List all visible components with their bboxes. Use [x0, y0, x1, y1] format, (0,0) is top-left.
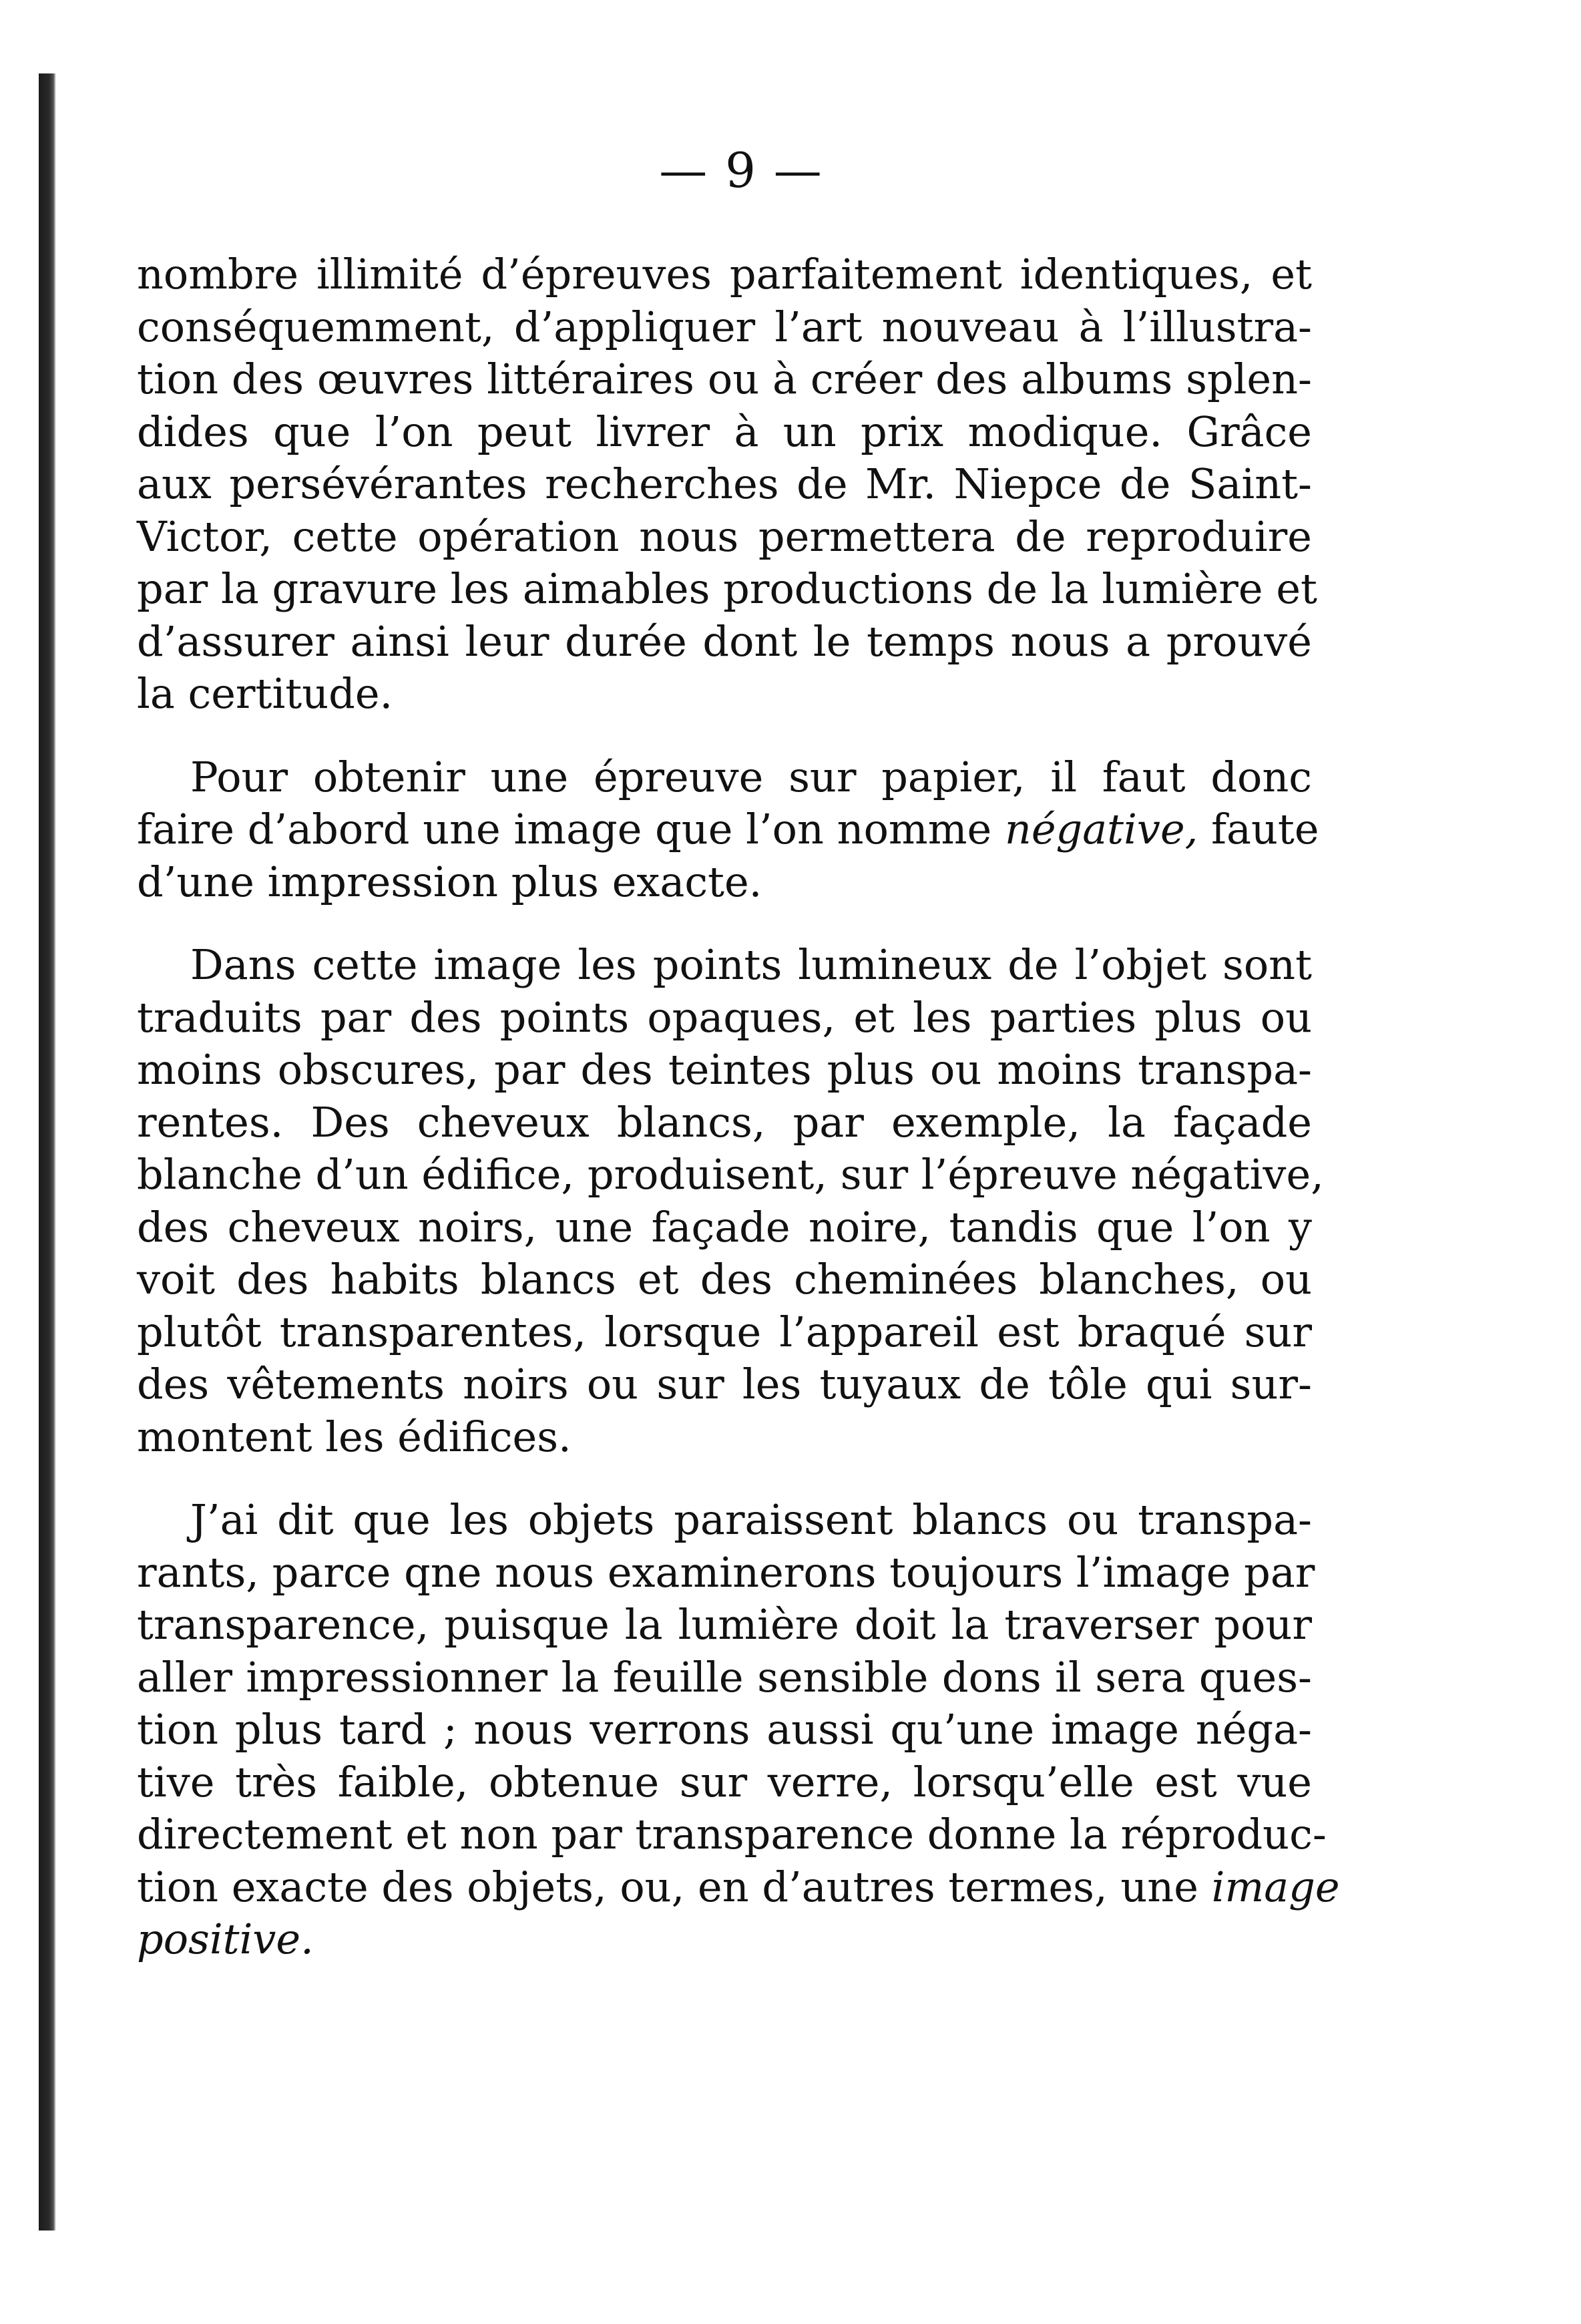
text-line: directement et non par transparence donne la réproduc-: [137, 1810, 1327, 1859]
paragraph-3: [137, 939, 1324, 1463]
text-line: moins obscures, par des teintes plus ou moins transpa-: [137, 1045, 1312, 1094]
text-line: conséquemment, d’appliquer l’art nouveau à l’illustra-: [137, 302, 1312, 351]
text-segment: faute: [1211, 805, 1319, 853]
text-line: nombre illimité d’épreuves parfaitement identiques, et: [137, 250, 1312, 299]
text-line: tive très faible, obtenue sur verre, lorsqu’elle est vue: [137, 1757, 1312, 1806]
text-line: transparence, puisque la lumière doit la traverser pour: [137, 1600, 1312, 1649]
text-segment: faire d’abord une image que l’on nomme: [137, 805, 992, 853]
text-line: rants, parce qne nous examinerons toujours l’image par: [137, 1547, 1315, 1597]
text-line: la certitude.: [137, 669, 393, 718]
paragraph-1: [137, 248, 1317, 721]
text-line: d’une impression plus exacte.: [137, 857, 762, 906]
text-line: d’assurer ainsi leur durée dont le temps nous a prouvé: [137, 616, 1312, 666]
text-line: des cheveux noirs, une façade noire, tandis que l’on y: [137, 1202, 1312, 1251]
text-line: [137, 1913, 1312, 1966]
text-line: tion des œuvres littéraires ou à créer des albums splen-: [137, 355, 1312, 403]
text-line: blanche d’un édifice, produisent, sur l’épreuve négative,: [137, 1150, 1324, 1199]
text-segment: tion exacte des objets, ou, en d’autres termes, une: [137, 1862, 1198, 1911]
text-line: [137, 1861, 1340, 1914]
body-text: [137, 248, 1340, 1997]
text-line: traduits par des points opaques, et les parties plus ou: [137, 992, 1312, 1042]
text-line: par la gravure les aimables productions de la lumière et: [137, 564, 1317, 613]
italic-term: positive.: [137, 1915, 314, 1963]
text-line: aller impressionner la feuille sensible dons il sera ques-: [137, 1652, 1312, 1702]
text-line: tion plus tard ; nous verrons aussi qu’une image néga-: [137, 1705, 1312, 1754]
page-number: — 9 —: [659, 142, 823, 198]
text-line: dides que l’on peut livrer à un prix modique. Grâce: [137, 407, 1312, 456]
text-line: voit des habits blancs et des cheminées blanches, ou: [137, 1255, 1312, 1304]
text-line: rentes. Des cheveux blancs, par exemple, la façade: [137, 1097, 1312, 1147]
text-line: Pour obtenir une épreuve sur papier, il faut donc: [190, 752, 1312, 801]
text-line: plutôt transparentes, lorsque l’appareil est braqué sur: [137, 1307, 1312, 1356]
italic-term: image: [1211, 1862, 1340, 1911]
text-line: J’ai dit que les objets paraissent blancs ou transpa-: [190, 1495, 1312, 1544]
text-line: aux persévérantes recherches de Mr. Niepce de Saint-: [137, 459, 1312, 508]
text-line: des vêtements noirs ou sur les tuyaux de tôle qui sur-: [137, 1360, 1312, 1408]
paragraph-4: [137, 1494, 1340, 1966]
page-binding-edge: [39, 73, 56, 2231]
italic-term: négative,: [1004, 805, 1198, 853]
text-line: Victor, cette opération nous permettera de reproduire: [137, 512, 1312, 561]
text-line: [137, 803, 1319, 856]
paragraph-2: [137, 751, 1319, 909]
text-line: montent les édifices.: [137, 1412, 572, 1461]
text-line: Dans cette image les points lumineux de l’objet sont: [190, 940, 1312, 989]
